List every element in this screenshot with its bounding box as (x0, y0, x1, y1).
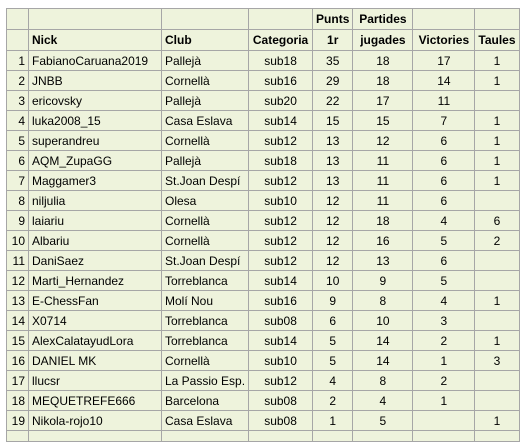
table-row (7, 211, 520, 231)
header-punts-bottom: 1r (313, 30, 353, 51)
club-cell: Pallejà (162, 91, 249, 111)
partides-cell: 14 (353, 331, 413, 351)
nick-cell: AlexCalatayudLora (29, 331, 162, 351)
partides-cell: 5 (353, 411, 413, 431)
row-number: 15 (7, 331, 29, 351)
row-number: 7 (7, 171, 29, 191)
club-cell: Pallejà (162, 151, 249, 171)
punts-cell: 35 (313, 51, 353, 71)
partides-cell: 11 (353, 151, 413, 171)
header-cell (162, 9, 249, 30)
categoria-cell: sub14 (249, 271, 313, 291)
partides-cell: 12 (353, 131, 413, 151)
partides-cell: 16 (353, 231, 413, 251)
categoria-cell: sub12 (249, 131, 313, 151)
club-cell: Casa Eslava (162, 411, 249, 431)
victories-cell: 4 (413, 211, 475, 231)
table-row (7, 91, 520, 111)
row-number: 4 (7, 111, 29, 131)
table-row (7, 391, 520, 411)
taules-cell (475, 251, 519, 271)
row-number: 19 (7, 411, 29, 431)
nick-cell: MEQUETREFE666 (29, 391, 162, 411)
nick-cell: luka2008_15 (29, 111, 162, 131)
victories-cell: 5 (413, 271, 475, 291)
header-cell (249, 9, 313, 30)
victories-cell: 6 (413, 131, 475, 151)
categoria-cell: sub16 (249, 291, 313, 311)
taules-cell: 3 (475, 351, 519, 371)
punts-cell: 1 (313, 411, 353, 431)
header-row-bottom (7, 30, 520, 51)
taules-cell: 2 (475, 231, 519, 251)
club-cell: Cornellà (162, 71, 249, 91)
punts-cell: 6 (313, 311, 353, 331)
row-number: 17 (7, 371, 29, 391)
victories-cell: 6 (413, 171, 475, 191)
table-row (7, 251, 520, 271)
partides-cell: 18 (353, 71, 413, 91)
club-cell: Cornellà (162, 231, 249, 251)
categoria-cell: sub18 (249, 151, 313, 171)
header-cell (475, 9, 519, 30)
row-number: 13 (7, 291, 29, 311)
categoria-cell: sub12 (249, 231, 313, 251)
table-row (7, 191, 520, 211)
categoria-cell: sub10 (249, 351, 313, 371)
victories-cell: 5 (413, 231, 475, 251)
categoria-cell: sub16 (249, 71, 313, 91)
categoria-cell: sub12 (249, 171, 313, 191)
taules-cell (475, 311, 519, 331)
table-row (7, 71, 520, 91)
taules-cell: 1 (475, 411, 519, 431)
taules-cell (475, 191, 519, 211)
victories-cell: 6 (413, 251, 475, 271)
punts-cell: 12 (313, 231, 353, 251)
nick-cell: E-ChessFan (29, 291, 162, 311)
nick-cell: JNBB (29, 71, 162, 91)
taules-cell: 1 (475, 171, 519, 191)
taules-cell (475, 91, 519, 111)
club-cell: Olesa (162, 191, 249, 211)
partides-cell: 8 (353, 371, 413, 391)
taules-cell: 1 (475, 111, 519, 131)
victories-cell: 6 (413, 191, 475, 211)
victories-cell: 3 (413, 311, 475, 331)
club-cell: Pallejà (162, 51, 249, 71)
header-club: Club (162, 30, 249, 51)
club-cell: Cornellà (162, 211, 249, 231)
taules-cell: 1 (475, 71, 519, 91)
taules-cell: 6 (475, 211, 519, 231)
taules-cell: 1 (475, 51, 519, 71)
punts-cell: 5 (313, 331, 353, 351)
nick-cell: DANIEL MK (29, 351, 162, 371)
row-number: 6 (7, 151, 29, 171)
table-row (7, 231, 520, 251)
taules-cell (475, 391, 519, 411)
partides-cell: 9 (353, 271, 413, 291)
taules-cell (475, 371, 519, 391)
table-row (7, 411, 520, 431)
nick-cell: laiariu (29, 211, 162, 231)
header-cell (29, 9, 162, 30)
punts-cell: 22 (313, 91, 353, 111)
row-number: 10 (7, 231, 29, 251)
victories-cell: 1 (413, 351, 475, 371)
taules-cell: 1 (475, 291, 519, 311)
row-number: 11 (7, 251, 29, 271)
partides-cell: 13 (353, 251, 413, 271)
partides-cell: 11 (353, 191, 413, 211)
nick-cell: AQM_ZupaGG (29, 151, 162, 171)
nick-cell: ericovsky (29, 91, 162, 111)
categoria-cell: sub08 (249, 311, 313, 331)
categoria-cell: sub12 (249, 211, 313, 231)
header-categoria: Categoria (249, 30, 313, 51)
club-cell: Cornellà (162, 351, 249, 371)
row-number: 14 (7, 311, 29, 331)
row-number: 16 (7, 351, 29, 371)
categoria-cell: sub12 (249, 371, 313, 391)
ranking-table (6, 8, 520, 442)
table-row (7, 311, 520, 331)
partides-cell: 8 (353, 291, 413, 311)
club-cell: Torreblanca (162, 271, 249, 291)
nick-cell: llucsr (29, 371, 162, 391)
categoria-cell: sub14 (249, 111, 313, 131)
row-number: 1 (7, 51, 29, 71)
categoria-cell: sub08 (249, 391, 313, 411)
partides-cell: 4 (353, 391, 413, 411)
nick-cell: Nikola-rojo10 (29, 411, 162, 431)
club-cell: Molí Nou (162, 291, 249, 311)
club-cell: Barcelona (162, 391, 249, 411)
nick-cell: Marti_Hernandez (29, 271, 162, 291)
header-cell (7, 30, 29, 51)
row-number: 8 (7, 191, 29, 211)
victories-cell: 2 (413, 331, 475, 351)
victories-cell: 17 (413, 51, 475, 71)
row-number: 18 (7, 391, 29, 411)
table-row (7, 151, 520, 171)
punts-cell: 13 (313, 171, 353, 191)
nick-cell: Albariu (29, 231, 162, 251)
partides-cell: 11 (353, 171, 413, 191)
table-row (7, 51, 520, 71)
categoria-cell: sub14 (249, 331, 313, 351)
header-cell (7, 9, 29, 30)
header-partides-bottom: jugades (353, 30, 413, 51)
club-cell: Cornellà (162, 131, 249, 151)
taules-cell: 1 (475, 151, 519, 171)
club-cell: Casa Eslava (162, 111, 249, 131)
taules-cell (475, 271, 519, 291)
header-punts-top: Punts (313, 9, 353, 30)
categoria-cell: sub18 (249, 51, 313, 71)
punts-cell: 12 (313, 211, 353, 231)
partides-cell: 18 (353, 211, 413, 231)
punts-cell: 2 (313, 391, 353, 411)
club-cell: La Passio Esp. (162, 371, 249, 391)
punts-cell: 4 (313, 371, 353, 391)
punts-cell: 5 (313, 351, 353, 371)
table-row (7, 291, 520, 311)
table-row (7, 271, 520, 291)
table-row (7, 131, 520, 151)
victories-cell (413, 411, 475, 431)
categoria-cell: sub10 (249, 191, 313, 211)
partides-cell: 18 (353, 51, 413, 71)
punts-cell: 10 (313, 271, 353, 291)
punts-cell: 9 (313, 291, 353, 311)
victories-cell: 14 (413, 71, 475, 91)
header-row-top (7, 9, 520, 30)
row-number: 9 (7, 211, 29, 231)
club-cell: St.Joan Despí (162, 251, 249, 271)
victories-cell: 7 (413, 111, 475, 131)
punts-cell: 12 (313, 191, 353, 211)
categoria-cell: sub08 (249, 411, 313, 431)
table-row (7, 171, 520, 191)
partides-cell: 10 (353, 311, 413, 331)
header-victories: Victories (413, 30, 475, 51)
victories-cell: 1 (413, 391, 475, 411)
victories-cell: 4 (413, 291, 475, 311)
club-cell: Torreblanca (162, 331, 249, 351)
row-number: 5 (7, 131, 29, 151)
table-row (7, 351, 520, 371)
punts-cell: 13 (313, 151, 353, 171)
victories-cell: 11 (413, 91, 475, 111)
punts-cell: 13 (313, 131, 353, 151)
header-taules: Taules (475, 30, 519, 51)
club-cell: Torreblanca (162, 311, 249, 331)
row-number: 2 (7, 71, 29, 91)
partides-cell: 17 (353, 91, 413, 111)
partides-cell: 15 (353, 111, 413, 131)
victories-cell: 6 (413, 151, 475, 171)
table-row (7, 371, 520, 391)
nick-cell: FabianoCaruana2019 (29, 51, 162, 71)
club-cell: St.Joan Despí (162, 171, 249, 191)
header-partides-top: Partides (353, 9, 413, 30)
header-nick: Nick (29, 30, 162, 51)
partides-cell: 14 (353, 351, 413, 371)
nick-cell: Maggamer3 (29, 171, 162, 191)
nick-cell: superandreu (29, 131, 162, 151)
nick-cell: DaniSaez (29, 251, 162, 271)
table-row (7, 331, 520, 351)
taules-cell: 1 (475, 131, 519, 151)
punts-cell: 29 (313, 71, 353, 91)
nick-cell: X0714 (29, 311, 162, 331)
nick-cell: niljulia (29, 191, 162, 211)
row-number: 3 (7, 91, 29, 111)
taules-cell: 1 (475, 331, 519, 351)
categoria-cell: sub12 (249, 251, 313, 271)
punts-cell: 15 (313, 111, 353, 131)
victories-cell: 2 (413, 371, 475, 391)
categoria-cell: sub20 (249, 91, 313, 111)
punts-cell: 12 (313, 251, 353, 271)
header-cell (413, 9, 475, 30)
table-row (7, 111, 520, 131)
row-number: 12 (7, 271, 29, 291)
